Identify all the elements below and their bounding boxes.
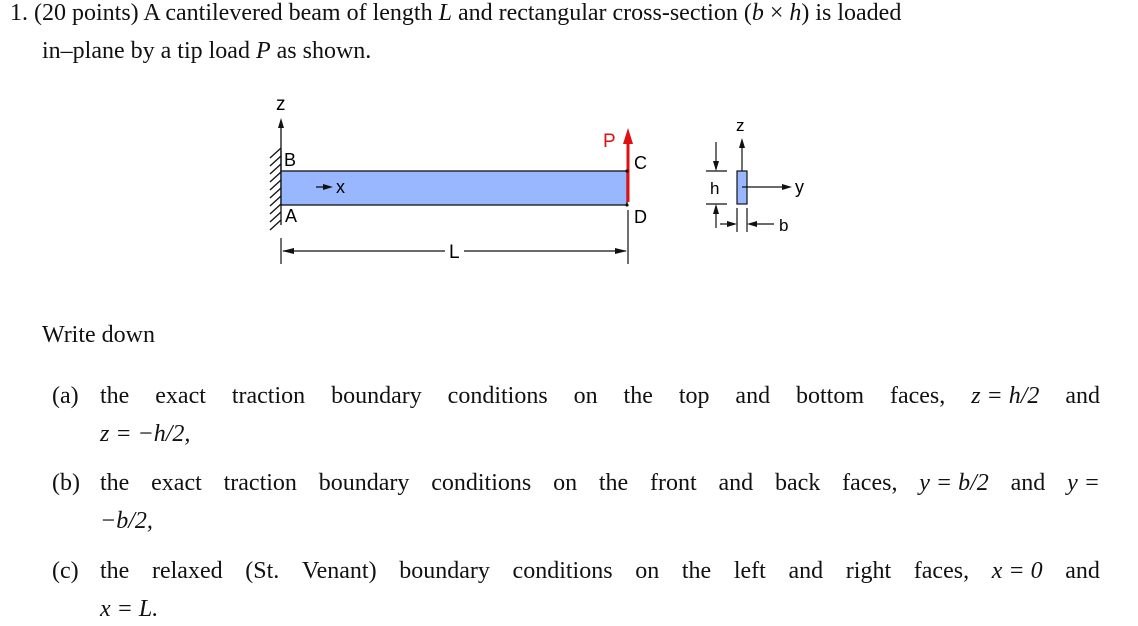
part-word: the <box>100 383 130 409</box>
intro-text: A cantilevered beam of length <box>143 0 433 26</box>
beam-figure <box>0 80 1138 370</box>
part-word: and <box>1065 558 1100 584</box>
line2-text-2: as shown. <box>276 38 372 64</box>
part-c-line-2: x = L. <box>100 596 159 622</box>
part-word: the <box>598 470 629 496</box>
part-word: Venant) <box>301 558 377 584</box>
load-label: P <box>603 131 616 152</box>
part-word: faces, <box>889 383 946 409</box>
point-D: D <box>634 207 647 227</box>
times-symbol: × <box>769 0 784 26</box>
part-word: left <box>733 558 766 584</box>
line2-text: in–plane by a tip load <box>42 38 250 64</box>
part-word: boundary <box>318 470 410 496</box>
part-a-line-1 <box>100 383 1100 410</box>
point-C: C <box>634 153 647 173</box>
part-b-line-1 <box>100 470 1100 497</box>
problem-line-2 <box>42 38 371 65</box>
part-word: the <box>100 470 130 496</box>
problem-line-1 <box>10 0 1100 27</box>
part-word: x = 0 <box>991 558 1043 584</box>
part-a-label: (a) <box>52 383 79 409</box>
part-word: exact <box>151 470 202 496</box>
section-z-label: z <box>736 116 745 135</box>
width-label: b <box>779 216 789 235</box>
part-word: (St. <box>245 558 280 584</box>
part-word: conditions <box>512 558 613 584</box>
part-c-label: (c) <box>52 558 79 584</box>
part-word: the <box>623 383 653 409</box>
part-c-line-1 <box>100 558 1100 585</box>
part-word: y = <box>1067 470 1100 496</box>
beam-x-label: x <box>336 177 345 197</box>
part-word: front <box>650 470 697 496</box>
part-word: faces, <box>842 470 898 496</box>
part-b-label: (b) <box>52 470 80 496</box>
part-word: the <box>681 558 712 584</box>
part-word: on <box>573 383 598 409</box>
part-word: top <box>678 383 710 409</box>
intro-text-2: and rectangular cross-section ( <box>457 0 752 26</box>
load-symbol: P <box>255 38 271 64</box>
part-a-line-2: z = −h/2, <box>100 421 191 447</box>
part-word: relaxed <box>151 558 223 584</box>
part-word: back <box>775 470 821 496</box>
part-word: conditions <box>431 470 532 496</box>
part-word: and <box>735 383 771 409</box>
beam-body <box>281 171 627 205</box>
problem-points: (20 points) <box>34 0 139 26</box>
part-word: y = b/2 <box>919 470 989 496</box>
part-word: boundary <box>399 558 490 584</box>
part-b-line-2: −b/2, <box>100 508 153 534</box>
part-word: and <box>1065 383 1100 409</box>
part-word: boundary <box>331 383 422 409</box>
b-symbol: b <box>751 0 764 26</box>
part-word: and <box>788 558 824 584</box>
point-B: B <box>284 150 297 170</box>
part-word: and <box>718 470 754 496</box>
part-word: bottom <box>796 383 865 409</box>
part-word: traction <box>231 383 306 409</box>
part-word: the <box>100 558 130 584</box>
part-word: and <box>1010 470 1046 496</box>
intro-text-3: ) is loaded <box>801 0 902 26</box>
part-word: traction <box>223 470 297 496</box>
prompt-text: Write down <box>42 322 156 348</box>
part-word: on <box>553 470 578 496</box>
point-A: A <box>285 206 298 226</box>
section-y-label: y <box>795 177 804 197</box>
part-word: right <box>845 558 892 584</box>
part-word: on <box>635 558 660 584</box>
beam-z-label: z <box>276 94 286 115</box>
h-symbol: h <box>789 0 802 26</box>
height-label: h <box>710 179 720 198</box>
fixed-wall <box>270 148 281 230</box>
part-word: faces, <box>913 558 970 584</box>
problem-number: 1. <box>10 0 28 26</box>
length-symbol: L <box>438 0 452 26</box>
part-word: z = h/2 <box>971 383 1040 409</box>
length-label: L <box>449 242 460 263</box>
part-word: conditions <box>447 383 548 409</box>
part-word: exact <box>155 383 206 409</box>
